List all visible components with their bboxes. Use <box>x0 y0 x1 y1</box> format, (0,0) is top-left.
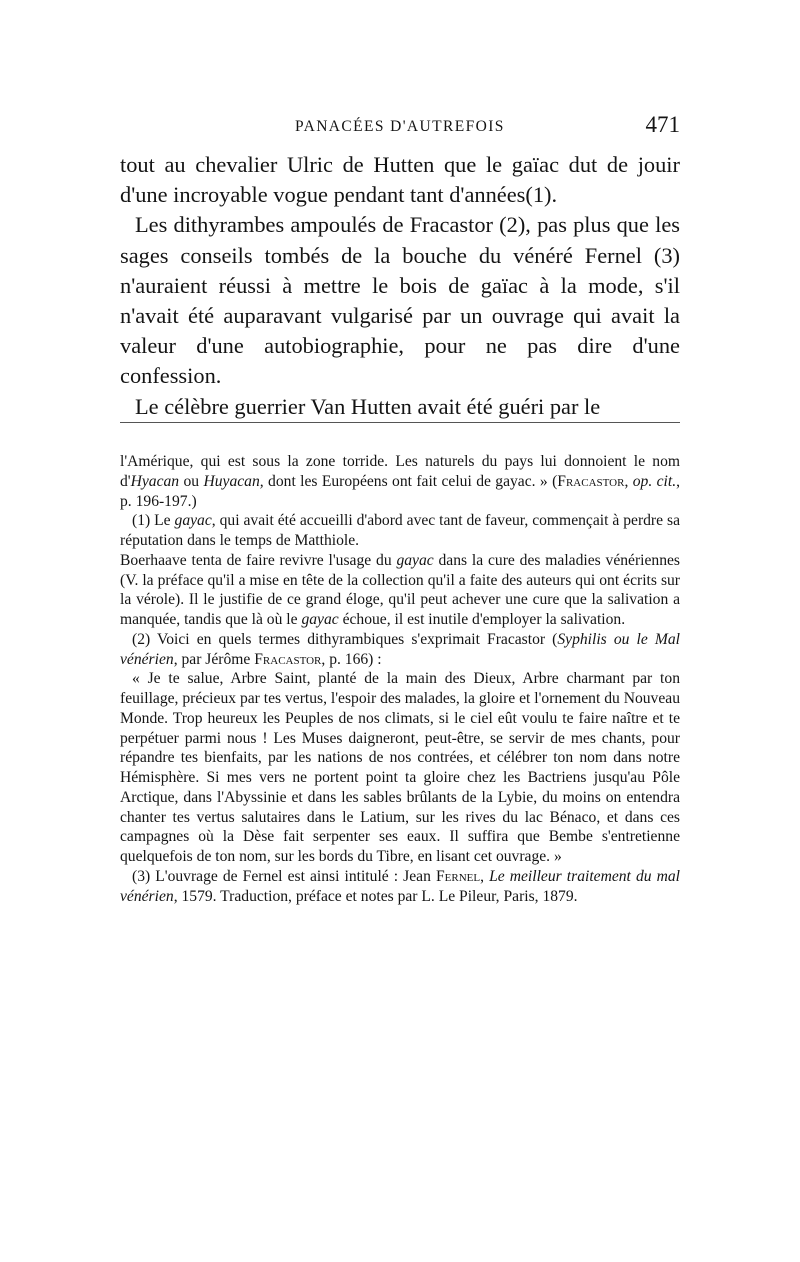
footnote-text: , qui avait été accueilli d'abord avec tant de faveur, commençait à perdre sa réputation dans le temps de Matthiole. <box>120 512 680 549</box>
footnote-text: , <box>480 867 490 885</box>
footnote-italic: Le meilleur traitement du mal vénérien <box>120 867 681 905</box>
footnote-italic: Huyacan, <box>203 472 264 490</box>
footnote-text: Boerhaave tenta de faire revivre l'usage du <box>120 551 397 569</box>
footnote-continuation <box>120 452 680 511</box>
footnote-text: , 1579. Traduction, préface et notes par L. Le Pileur, Paris, 1879. <box>173 887 578 905</box>
footnote-italic: Hyacan <box>130 472 180 490</box>
footnote-text: dans la cure des maladies vénériennes (V. la préface qu'il a mise en tête de la collection qu'il a faite des auteurs qui ont écrits sur la vérole). Il le justifie de ce grand éloge, qu'il peut achever une cure que la salivation a manquée, tandis que là où le <box>120 551 680 628</box>
footnote-italic: op. cit. <box>632 472 677 490</box>
footnote-text: , p. 166) : <box>321 650 382 668</box>
paragraph-3: Le célèbre guerrier Van Hutten avait été guéri par le <box>135 393 601 419</box>
footnote-3 <box>120 867 680 907</box>
paragraph-2: Les dithyrambes ampoulés de Fracastor (2), pas plus que les sages conseils tombés de la bouche du vénéré Fernel (3) n'auraient réussi à mettre le bois de gaïac à la mode, s'il n'avait été auparavant vulgarisé par un ouvrage qui avait la valeur d'une autobiographie, pour ne pas dire d'une confession. <box>120 212 680 389</box>
footnote-author: Fernel <box>435 867 481 885</box>
footnote-text: , <box>624 472 633 490</box>
running-title: PANACÉES D'AUTREFOIS <box>295 118 505 135</box>
footnote-1 <box>120 511 680 551</box>
footnote-separator <box>120 422 680 423</box>
main-text <box>120 150 680 422</box>
footnote-text: (1) Le <box>132 512 175 530</box>
footnote-text: , p. 196-197.) <box>120 472 680 510</box>
footnote-author: Fracastor <box>254 650 322 668</box>
footnote-text: (2) Voici en quels termes dithyrambiques s'exprimait Fracastor ( <box>132 630 558 648</box>
footnote-italic: Syphilis ou le Mal vénérien <box>120 630 680 668</box>
footnote-text: (3) L'ouvrage de Fernel est ainsi intitulé : Jean <box>132 867 436 885</box>
footnotes <box>120 452 680 906</box>
footnote-1-continued <box>120 551 680 630</box>
footnote-text: échoue, il est inutile d'employer la salivation. <box>338 611 626 628</box>
footnote-italic: gayac <box>301 611 339 628</box>
footnote-author: Fracastor <box>557 472 625 490</box>
footnote-text: , par Jérôme <box>173 650 255 668</box>
footnote-text: ou <box>179 472 204 490</box>
page-header <box>120 112 680 144</box>
footnote-2-quote: « Je te salue, Arbre Saint, planté de la main des Dieux, Arbre charmant par ton feuillage, précieux par tes vertus, l'espoir des malades, la gloire et l'ornement du Nouveau Monde. Trop heureux les Peuples de nos climats, si le ciel eût voulu te faire naître et te perpétuer parmi nous ! Les Muses daigneront, peut-être, se servir de mes chants, pour répandre tes bienfaits, par les nations de nos contrées, et célébrer ton nom dans notre Hémisphère. Si mes vers ne portent point ta gloire chez les Bactriens jusqu'au Pôle Arctique, dans l'Abyssinie et dans les sables brûlants de la Lybie, du moins on entendra chanter tes vertus salutaires dans le Latium, sur les rives du lac Bénaco, et dans ces campagnes où la Dèse fait serpenter ses eaux. Il suffira que Bembe s'entretienne quelquefois de ton nom, sur les bords du Tibre, en lisant cet ouvrage. » <box>120 670 680 865</box>
footnote-italic: gayac <box>396 551 434 569</box>
page-number: 471 <box>645 112 680 137</box>
paragraph-1: tout au chevalier Ulric de Hutten que le gaïac dut de jouir d'une incroyable vogue pendant tant d'années(1). <box>120 152 680 208</box>
footnote-italic: gayac <box>174 512 212 530</box>
footnote-text: dont les Européens ont fait celui de gayac. » ( <box>263 472 558 490</box>
footnote-text: l'Amérique, qui est sous la zone torride. Les naturels du pays lui donnoient le nom d' <box>120 453 680 490</box>
footnote-2 <box>120 630 680 670</box>
